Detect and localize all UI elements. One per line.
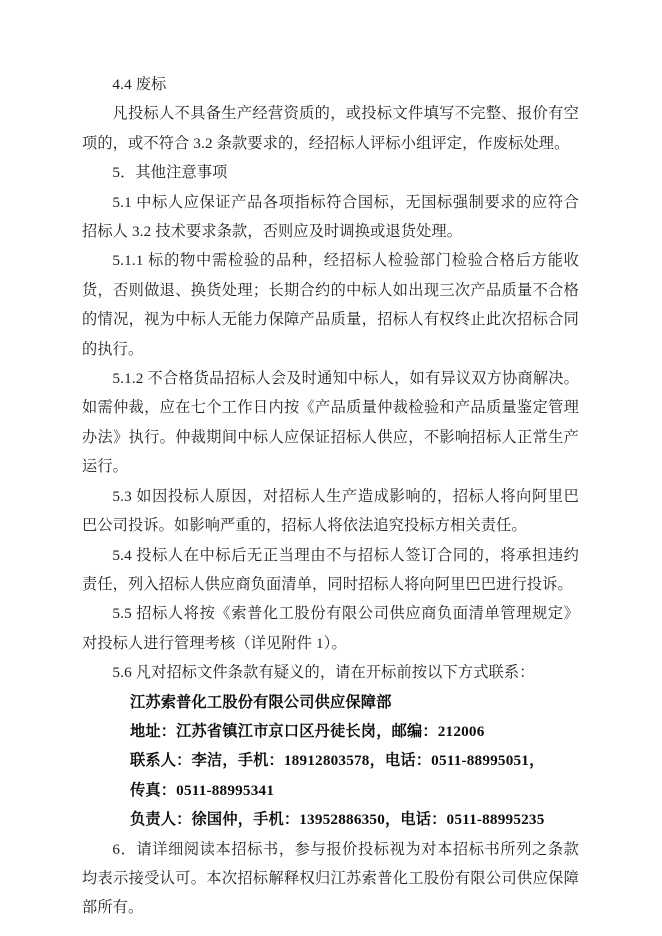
section-heading-5: 5．其他注意事项 <box>112 164 228 182</box>
paragraph-5-4: 5.4 投标人在中标后无正当理由不与招标人签订合同的，将承担违约责任，列入招标人供应商负面清单，同时招标人将向阿里巴巴进行投诉。 <box>82 546 579 593</box>
paragraph-4-4-body: 凡投标人不具备生产经营资质的，或投标文件填写不完整、报价有空项的，或不符合 3.2 条款要求的，经招标人评标小组评定，作废标处理。 <box>82 105 579 152</box>
contact-address: 地址：江苏省镇江市京口区丹徒长岗，邮编：212006 <box>130 722 485 740</box>
paragraph-5-6: 5.6 凡对招标文件条款有疑义的，请在开标前按以下方式联系： <box>112 664 535 682</box>
contact-fax: 传真：0511-88995341 <box>130 781 275 799</box>
paragraph-5-5: 5.5 招标人将按《索普化工股份有限公司供应商负面清单管理规定》对投标人进行管理考核（详见附件 1）。 <box>82 605 579 652</box>
paragraph-5-1-2: 5.1.2 不合格货品招标人会及时通知中标人，如有异议双方协商解决。如需仲裁，应在七个工作日内按《产品质量仲裁检验和产品质量鉴定管理办法》执行。仲裁期间中标人应保证招标人供应，不影响招标人正常生产运行。 <box>82 370 579 476</box>
paragraph-5-1-1: 5.1.1 标的物中需检验的品种，经招标人检验部门检验合格后方能收货，否则做退、换货处理；长期合约的中标人如出现三次产品质量不合格的情况，视为中标人无能力保障产品质量，招标人有权终止此次招标合同的执行。 <box>82 252 579 358</box>
document-body <box>82 70 579 923</box>
contact-manager: 负责人：徐国仲，手机：13952886350，电话：0511-88995235 <box>130 811 545 829</box>
paragraph-5-1: 5.1 中标人应保证产品各项指标符合国标，无国标强制要求的应符合招标人 3.2 技术要求条款，否则应及时调换或退货处理。 <box>82 193 579 241</box>
contact-information-block <box>82 688 579 835</box>
paragraph-5-3: 5.3 如因投标人原因，对招标人生产造成影响的，招标人将向阿里巴巴公司投诉。如影响严重的，招标人将依法追究投标方相关责任。 <box>82 487 579 535</box>
section-heading-4-4: 4.4 废标 <box>112 76 167 93</box>
contact-company-name: 江苏索普化工股份有限公司供应保障部 <box>130 693 392 711</box>
contact-person: 联系人：李洁，手机：18912803578，电话：0511-88995051， <box>130 752 545 770</box>
paragraph-6-closing: 6．请详细阅读本招标书，参与报价投标视为对本招标书所列之条款均表示接受认可。本次招标解释权归江苏索普化工股份有限公司供应保障部所有。 <box>82 840 579 917</box>
